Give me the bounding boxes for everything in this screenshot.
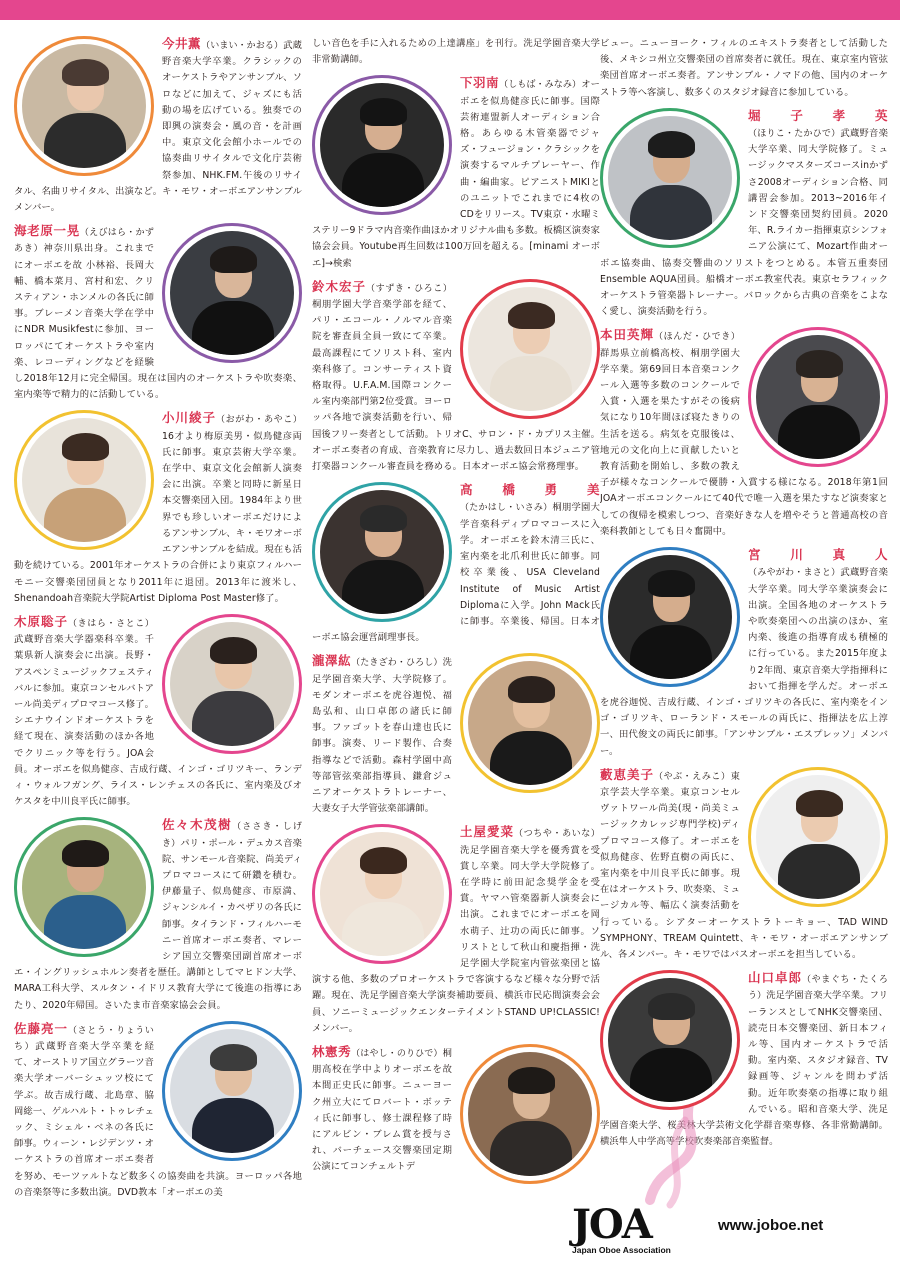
portrait-image	[468, 661, 592, 785]
portrait-photo	[748, 767, 888, 907]
profile-text: 武蔵野音楽大学卒業、同大学院修了。ミュージックマスターズコースinかずさ2008オーディション合格、同講習会参加。2013~2016年インド交響楽団契約団員。2020年、R.ライカー指揮東京シンフォニア公演にて、Mozart作曲オーボエ協奏曲、協奏交響曲のソリストをつとめる。本管五重奏団Ensemble AQUA団員。船橋オーボエ教室代表。東京セラフィックオーケストラ管楽器トレーナー。バロックから古典の音楽をこよなく愛し、演奏活動を行う。	[600, 128, 888, 318]
performer-name: 瀧澤紘	[312, 653, 352, 669]
profile-block	[14, 614, 302, 810]
portrait-photo	[600, 547, 740, 687]
portrait-photo	[312, 824, 452, 964]
profile-text: 桐朋学園大学音楽科ディプロマコースに入学。オーボエを鈴木清三氏に、室内楽を北爪利世氏に師事。同校卒業後、USA Cleveland Institute of Music Artist Diplomaに入学。John Mack氏に師事。卒業後、帰国。日本オーボエ協会運営副理事長。	[312, 502, 600, 644]
profile-text: 洗足学園音楽大学、大学院修了。モダンオーボエを虎谷迦悦、福島弘和、山口卓郎の諸氏に師事。ファゴットを春山達也氏に師事。演奏、リード製作、合奏指導などで活動。森村学園中高等部管弦楽部指導員、鎌倉ジュニアオーケストラトレーナー、大妻女子大学管弦楽部講師。	[312, 657, 452, 815]
profile-block	[600, 36, 888, 101]
portrait-image	[170, 1029, 294, 1153]
performer-reading: （おがわ・あやこ）	[216, 415, 302, 426]
joa-logo-subtitle: Japan Oboe Association	[572, 1245, 671, 1255]
portrait-photo	[460, 653, 600, 793]
top-color-bar	[0, 0, 900, 20]
profile-text: 桐朋高校在学中よりオーボエを故本間正史氏に師事。ニューヨーク州立大にてロバート・ボッティ氏に師事し、修士課程修了時にアルビン・ブレム賞を授与され、バーチェース交響楽団定期公演にてコンチェルトデ	[312, 1047, 452, 1173]
profile-text: 武蔵野音楽大学卒業。クラシックのオーケストラやアンサンブル、ソロなどに加えて、ジャズにも活動の場を広げている。独奏での即興の演奏会・風の音・を計画中。東京文化会館小ホールでの協奏曲リサイタルで文化庁芸術祭参加、NHK.FM.午後のリサイタル、名曲リサイタル、出演など。キ・モワ・オーボエアンサンブルメンバー。	[14, 40, 302, 214]
performer-name: 今井薫	[162, 36, 202, 51]
portrait-photo	[748, 327, 888, 467]
performer-reading: （やまぐち・たくろう）	[748, 975, 888, 1002]
performer-name: 佐藤亮一	[14, 1020, 69, 1036]
profile-text: パリ・ポール・デュカス音楽院、サンモール音楽院、尚美ディプロマコースにて研鑽を積む。伊藤量子、似鳥健彦、市原満、ジャンシルイ・カペザリの各氏に師事。タイランド・フィルハーモニー首席オーボエ奏者、マレーシア国立交響楽団副首席オーボエ・イングリッシュホルン奏者を歴任。講師としてマヒドン大学、MARA工科大学、スルタン・イドリス教育大学にて後進の指導にあたり、2020年帰国。さいたま市音楽家協会会員。	[14, 837, 302, 1011]
performer-reading: （ささき・しげき）	[162, 822, 302, 849]
profile-text: しい音色を手に入れるための上達講座」を刊行。洗足学園音楽大学非常勤講師。	[312, 38, 600, 66]
performer-reading: （いまい・かおる）	[201, 41, 284, 51]
profile-text: 群馬県立前橋高校、桐朋学園大学卒業。第69回日本音楽コンクール入選等多数のコンクールで入賞・入選を果たすがその後病気になり10年間ほぼ寝たきりの生活を送る。病気を克服後は、地元の文化向上に貢献したいと教育活動を開始し、多数の教え子が様々なコンクールで優勝・入賞する様になる。2018年第1回JOAオーボエコンクールにて40代で唯一入選を果たすなど演奏家としての復帰を模索しつつ、音楽好きな人を増やそうと普通高校の音楽科教師としても日々奮闘中。	[600, 347, 888, 537]
profile-text: 神奈川県出身。これまでにオーボエを故 小林裕、長岡大輔、橋本菜月、宮村和宏、クリスティアン・ホンメルの各氏に師事。ブレーメン音楽大学在学中にNDR Musikfestに参加、ヨーロッパにてオーケストラや室内楽、レコーディングなどを経験し2018年12月に完全帰国。現在は国内のオーケストラや吹奏楽、室内楽等で精力的に活動している。	[14, 243, 302, 401]
performer-name: 鈴木宏子	[312, 278, 366, 294]
performer-reading: （やぶ・えみこ）	[653, 771, 731, 782]
profile-text: 16才より梅原美男・似鳥健彦両氏に師事。東京芸術大学卒業。在学中、東京文化会館新人演奏会に出演。卒業と同時に新星日本交響楽団入団。1984年より世界でも珍しいオーボエだけによるアンサンブル、キ・モワオーボエアンサンブルを結成。現在も活動を続けている。2001年オーケストラの合併により東京フィルハーモニー交響楽団団員となり2011年に退団。2013年に渡米し、Shenandoah音楽院大学院Artist Diploma Post Master修了。	[14, 430, 302, 604]
profile-block	[14, 223, 302, 403]
performer-name: 土屋愛菜	[460, 824, 515, 840]
performer-reading: （すずき・ひろこ）	[366, 283, 452, 294]
performer-reading: （さとう・りょういち）	[14, 1025, 154, 1052]
profile-text: 洗足学園音楽大学を優秀賞を受賞し卒業。同大学大学院修了。在学時に前田記念奨学金を受賞。ヤマハ管楽器新人演奏会に出演。これまでにオーボエを岡水萌子、辻功の両氏に師事。ソリストとして秋山和慶指揮・洗足学園大学院室内管弦楽団と協演する他、多数のプロオーケストラで客演するなど様々な分野で活躍。現在、洗足学園音楽大学演奏補助要員、横浜市民応間演奏会会員、ソニーミュージックエンターテイメントSTAND UP!CLASSIC!メンバー。	[312, 844, 600, 1034]
profile-block	[600, 547, 888, 760]
portrait-image	[468, 287, 592, 411]
joa-logo-mark: JOA	[572, 1201, 651, 1248]
portrait-image	[320, 83, 444, 207]
performer-reading: （ほりこ・たかひで）	[748, 129, 841, 140]
performer-reading: （えびはら・かずあき）	[14, 228, 154, 255]
profile-block	[312, 279, 600, 475]
performer-name: 高橋勇美	[460, 482, 600, 498]
portrait-image	[170, 231, 294, 355]
performer-name: 木原聡子	[14, 613, 69, 629]
performer-name: 堀子孝英	[748, 107, 888, 123]
portrait-photo	[600, 108, 740, 248]
profile-block	[312, 36, 600, 68]
performer-name: 藪恵美子	[600, 766, 654, 782]
profile-block	[312, 75, 600, 271]
portrait-image	[756, 335, 880, 459]
performer-reading: （たきざわ・ひろし）	[351, 658, 443, 669]
profile-block	[14, 1021, 302, 1201]
performer-reading: （しもば・みなみ）	[499, 80, 582, 91]
profile-block	[600, 108, 888, 321]
profile-text: 武蔵野音楽大学器楽科卒業。千葉県新人演奏会に出演。長野・アスペンミュージックフェスティバルに参加。東京コンセルバトアール尚美ディプロマコース修了。シエナウインドオーケストラを経て現在、演奏活動のほか各地でクリニック等を行う。JOA会員。オーボエを似鳥健彦、吉成行蔵、インゴ・ゴリツキー、ランディ・ウォルフガング、ライス・レンチェスの各氏に、室内楽及びオケスタを中川良平氏に師事。	[14, 634, 302, 808]
portrait-image	[320, 490, 444, 614]
profile-text: 桐朋学園大学音楽学部を経て、パリ・エコール・ノルマル音楽院を審査員全員一致にて卒業。最高課程にてソリスト科、室内楽科修了。コンサーティスト資格取得。U.F.A.M.国際コンクール室内楽部門第2位受賞。ヨーロッパ各地で演奏活動を行い、帰国後フリー奏者として活動。トリオC、サロン・ド・カプリス主催。オーボエ奏者の育成、音楽教育に尽力し、過去数回日本ジュニア管打楽器コンクール審査員を務める。日本オーボエ協会常務理事。	[312, 299, 600, 473]
profile-text: 武蔵野音楽大学卒業を経て、オーストリア国立グラーツ音楽大学オーバーシュッツ校にて学ぶ。故吉成行蔵、北島章、脇岡総一、ゲルハルト・トゥレチェック、ミシェル・ベネの各氏に師事。ウィーン・レジデンツ・オーケストラの首席オーボエ奏者を努め、モーツァルトなど数多くの協奏曲を共演。ヨーロッパ各地の音楽祭等に多数出演。DVD教本「オーボエの美	[14, 1040, 302, 1198]
profile-block	[14, 817, 302, 1013]
performer-name: 宮川真人	[748, 547, 888, 563]
performer-name: 小川綾子	[162, 410, 217, 426]
portrait-image	[22, 44, 146, 168]
portrait-image	[320, 832, 444, 956]
portrait-image	[756, 775, 880, 899]
portrait-image	[608, 978, 732, 1102]
portrait-image	[22, 418, 146, 542]
performer-name: 山口卓郎	[748, 970, 803, 986]
portrait-image	[608, 116, 732, 240]
performer-name: 本田英輝	[600, 327, 655, 343]
portrait-photo	[162, 223, 302, 363]
profile-block	[312, 482, 600, 646]
portrait-image	[608, 555, 732, 679]
profile-block	[14, 36, 302, 216]
portrait-image	[170, 622, 294, 746]
portrait-photo	[460, 1044, 600, 1184]
portrait-photo	[14, 817, 154, 957]
portrait-image	[22, 825, 146, 949]
profile-text: ビュー。ニューヨーク・フィルのエキストラ奏者として活動した後、メキシコ州立交響楽団の首席奏者に就任。現在、東京室内管弦楽団首席オーボエ奏者。アンサンブル・ノマドの他、国内のオーケストラ等へ客演し、数多くのスタジオ録音に参加している。	[600, 38, 888, 98]
portrait-photo	[312, 75, 452, 215]
website-url[interactable]: www.joboe.net	[718, 1217, 824, 1234]
profile-column-2	[312, 36, 600, 1193]
portrait-photo	[14, 36, 154, 176]
performer-name: 海老原一晃	[14, 223, 80, 239]
performer-reading: （みやがわ・まさと）	[748, 568, 841, 579]
portrait-photo	[312, 482, 452, 622]
portrait-photo	[460, 279, 600, 419]
portrait-photo	[162, 614, 302, 754]
performer-reading: （つちや・あいな）	[514, 829, 600, 840]
performer-reading: （はやし・のりひで）	[351, 1048, 443, 1059]
profile-block	[312, 1044, 600, 1186]
profile-block	[600, 767, 888, 963]
performer-reading: （きはら・さとこ）	[68, 618, 154, 629]
profile-column-1	[14, 36, 302, 1208]
profile-text: オーボエを似鳥健彦氏に師事。国際芸術連盟新人オーディション合格。あらゆる木管楽器でジャズ・フュージョン・クラシックを演奏するマルチプレーヤー、作曲・編曲家。ピアニストMIKIとのユニットでこれまでに4枚のCDをリリース。TV東京・水曜ミステリー9ドラマ内音楽作曲ほかオリジナル曲も多数。板橋区演奏家協会会員。Youtube再生回数は100万回を超える。[minami オーボエ]→検索	[312, 79, 600, 269]
performer-reading: （たかはし・いさみ）	[460, 503, 553, 514]
portrait-photo	[162, 1021, 302, 1161]
performer-name: 林憲秀	[312, 1043, 352, 1059]
profile-column-3	[600, 36, 888, 1157]
profile-text: 洗足学園音楽大学卒業。フリーランスとしてNHK交響楽団、読売日本交響楽団、新日本フィル等、国内オーケストラで活動。室内楽、スタジオ録音、TV録画等、ジャンルを問わず活動。近年吹奏楽の指導に取り組んでいる。昭和音楽大学、洗足学園音楽大学、桜美林大学芸術文化学群音楽専修、各非常勤講師。横浜隼人中学高等学校吹奏楽部音楽監督。	[600, 990, 888, 1148]
joa-logo	[572, 1201, 682, 1259]
portrait-photo	[600, 970, 740, 1110]
profile-text: 武蔵野音楽大学卒業。同大学卒業演奏会に出演。全国各地のオーケストラや吹奏楽団への出演のほか、室内楽、後進の指導育成も積極的に行っている。また2015年度より2年間、東京音楽大学指揮科において指揮を学んだ。オーボエを虎谷迦悦、吉成行蔵、インゴ・ゴリツキの各氏に、室内楽をインゴ・ゴリツキ、ローランド・スモールの両氏に、指揮法を広上淳一、田代俊文の両氏に師事。「アンサンブル・エスプレッソ」メンバー。	[600, 567, 888, 757]
portrait-image	[468, 1052, 592, 1176]
profile-text: 東京学芸大学卒業。東京コンセルヴァトワール尚美(現・尚美ミュージックカレッジ専門学校)ディプロマコース修了。オーボエを似鳥健彦、佐野直樹の両氏に、室内楽を中川良平氏に師事。現在はオーケストラ、吹奏楽、ミュージカル等、幅広く演奏活動を行っている。シアターオーケストラトーキョー、TAD WIND SYMPHONY、TREAM Quintett、キ・モワ・オーボエアンサンブル、各メンバー。キ・モワではバスオーボエを担当している。	[600, 770, 888, 960]
profile-block	[600, 327, 888, 540]
performer-name: 佐々木茂樹	[162, 817, 233, 833]
portrait-photo	[14, 410, 154, 550]
profile-block	[312, 824, 600, 1037]
profile-block	[14, 410, 302, 606]
profile-block	[312, 653, 600, 817]
performer-name: 下羽南	[460, 75, 500, 91]
performer-reading: （ほんだ・ひでき）	[654, 332, 740, 343]
